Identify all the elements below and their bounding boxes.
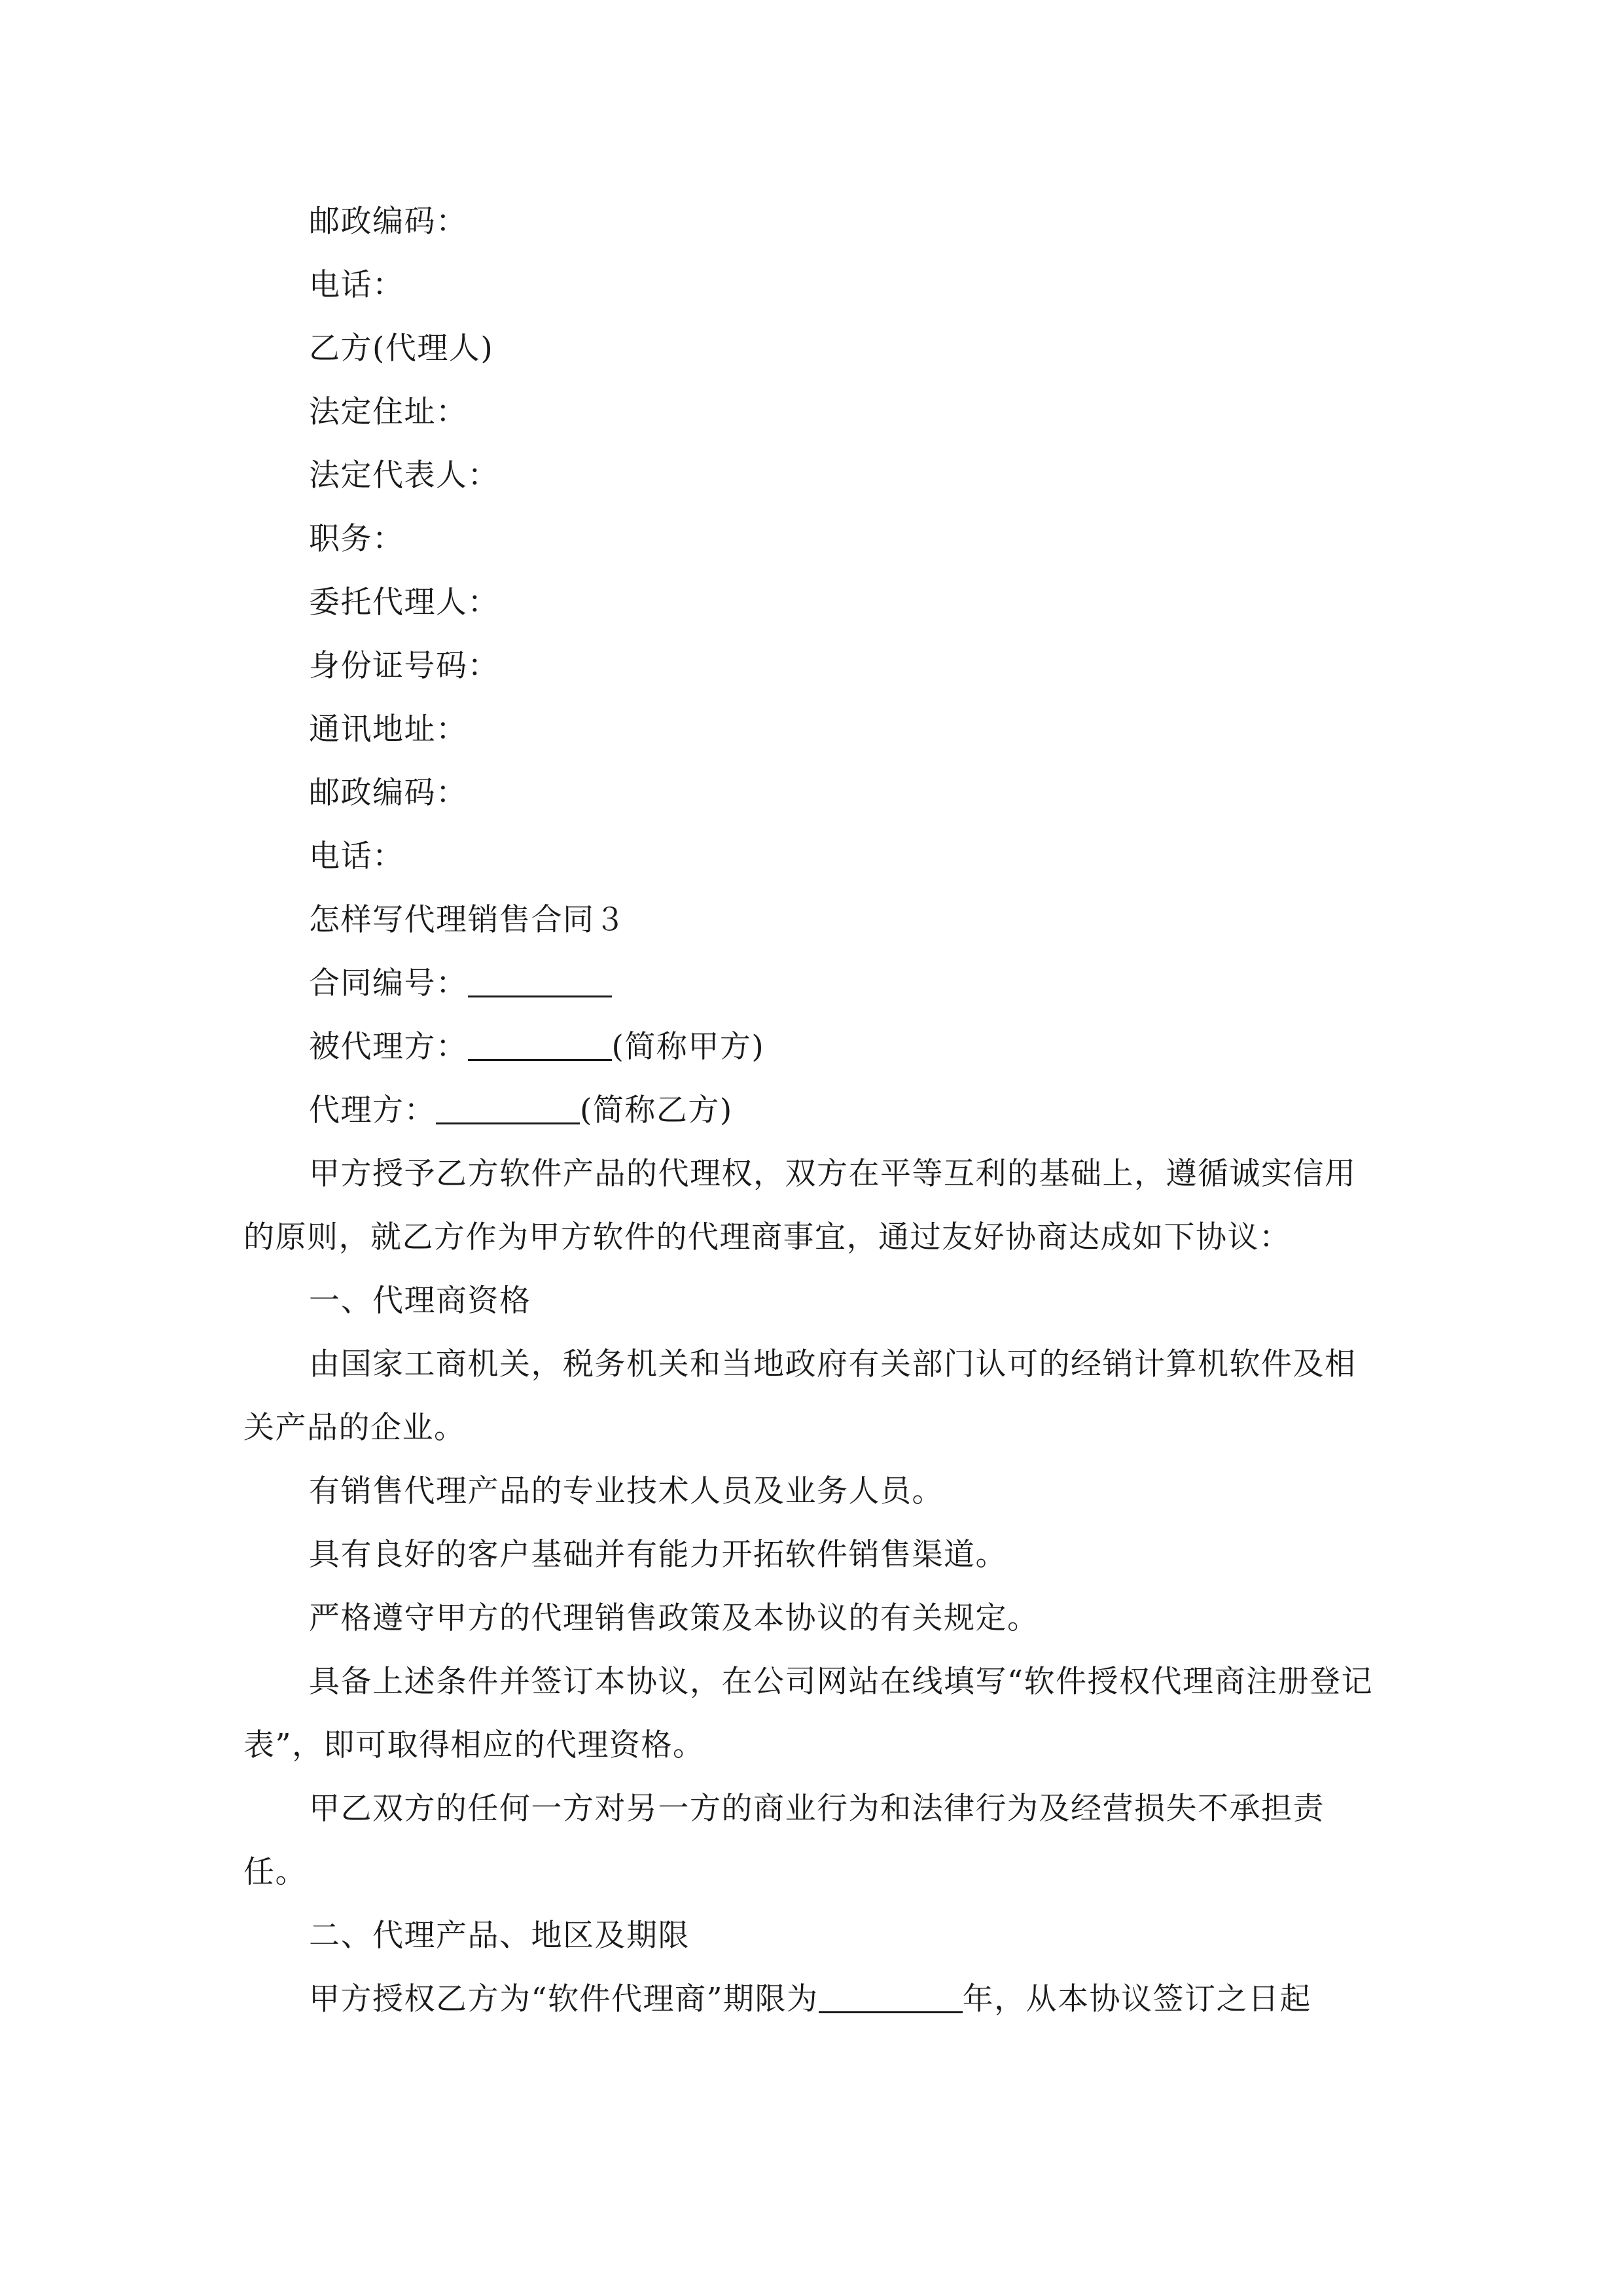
postal-code-label-b: 邮政编码： (309, 775, 468, 811)
term-suffix: 年，从本协议签订之日起 (962, 1981, 1312, 2017)
phone-label-b: 电话： (309, 838, 404, 874)
principal-blank (468, 1020, 612, 1061)
agent-suffix: (简称乙方) (580, 1092, 733, 1128)
legal-representative-label: 法定代表人： (309, 457, 499, 493)
qualification-paragraph-4: 严格遵守甲方的代理销售政策及本协议的有关规定。 (309, 1600, 1039, 1636)
term-paragraph (243, 1967, 1385, 2031)
mailing-address-label: 通讯地址： (309, 711, 468, 747)
party-b-heading: 乙方(代理人) (309, 331, 494, 367)
contract-number-blank (468, 956, 612, 997)
qualification-paragraph-2: 有销售代理产品的专业技术人员及业务人员。 (309, 1473, 944, 1509)
section-heading-products: 二、代理产品、地区及期限 (309, 1918, 690, 1954)
document-body (243, 190, 1385, 2031)
section-heading-qualifications: 一、代理商资格 (309, 1283, 531, 1319)
principal-label: 被代理方： (309, 1029, 468, 1065)
postal-code-label: 邮政编码： (309, 204, 468, 240)
agent-blank (436, 1083, 580, 1124)
qualification-paragraph-5: 具备上述条件并签订本协议，在公司网站在线填写“软件授权代理商注册登记表”，即可取得相应的代理资格。 (243, 1664, 1374, 1763)
principal-line (243, 1015, 1385, 1079)
term-years-blank (819, 1972, 963, 2013)
id-number-label: 身份证号码： (309, 648, 499, 684)
principal-suffix: (简称甲方) (611, 1029, 765, 1065)
qualification-paragraph-1: 由国家工商机关，税务机关和当地政府有关部门认可的经销计算机软件及相关产品的企业。 (243, 1346, 1357, 1446)
contract-number-label: 合同编号： (309, 965, 468, 1001)
intro-paragraph: 甲方授予乙方软件产品的代理权，双方在平等互利的基础上，遵循诚实信用的原则，就乙方作为甲方软件的代理商事宜，通过友好协商达成如下协议： (243, 1156, 1357, 1255)
qualification-paragraph-6: 甲乙双方的任何一方对另一方的商业行为和法律行为及经营损失不承担责任。 (243, 1791, 1325, 1890)
entrusted-agent-label: 委托代理人： (309, 584, 499, 620)
legal-address-label: 法定住址： (309, 394, 468, 430)
term-prefix: 甲方授权乙方为“软件代理商”期限为 (309, 1981, 819, 2017)
agent-label: 代理方： (309, 1092, 436, 1128)
qualification-paragraph-3: 具有良好的客户基础并有能力开拓软件销售渠道。 (309, 1537, 1007, 1573)
section-title: 怎样写代理销售合同３ (309, 902, 626, 938)
agent-line (243, 1079, 1385, 1142)
phone-label: 电话： (309, 267, 404, 303)
contract-number-line (243, 952, 1385, 1015)
position-label: 职务： (309, 521, 404, 557)
